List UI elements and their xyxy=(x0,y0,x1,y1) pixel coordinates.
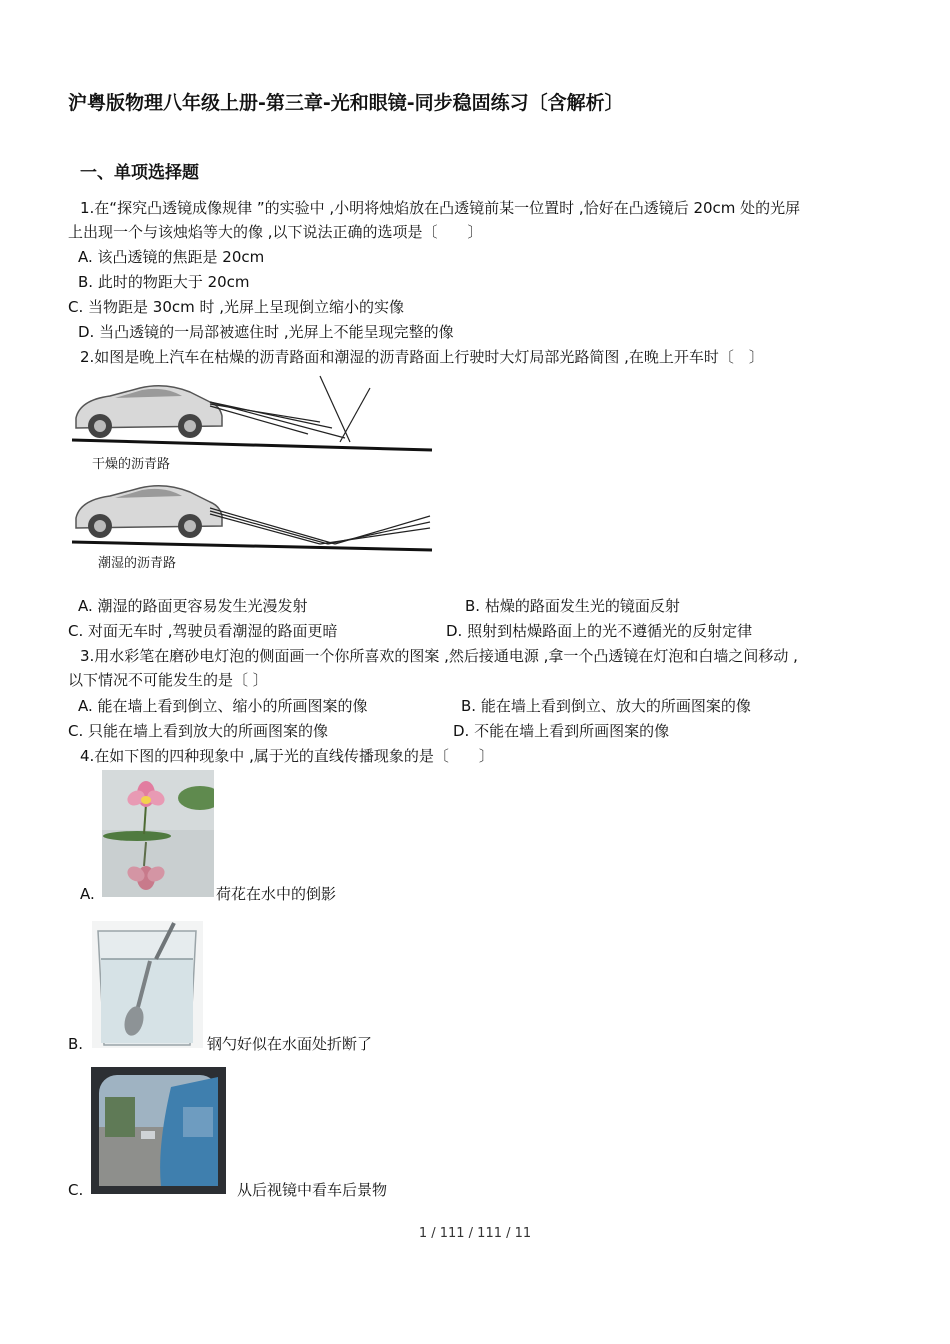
q4-option-b-text: 钢勺好似在水面处折断了 xyxy=(207,1035,373,1053)
wet-road-surface xyxy=(72,542,432,550)
dry-road-light-rays xyxy=(210,376,370,442)
q2-option-a: A. 潮湿的路面更容易发生光漫发射 xyxy=(78,597,308,615)
q2-option-d: D. 照射到枯燥路面上的光不遵循光的反射定律 xyxy=(446,622,753,640)
lotus-reflection-image xyxy=(102,770,214,897)
q1-stem-line2: 上出现一个与该烛焰等大的像 ,以下说法正确的选项是〔 〕 xyxy=(68,223,483,241)
dry-road-label: 干燥的沥青路 xyxy=(92,456,171,471)
car-dry-road-image xyxy=(76,386,222,438)
q4-option-a-letter: A. xyxy=(80,885,95,903)
q1-option-c: C. 当物距是 30cm 时 ,光屏上呈现倒立缩小的实像 xyxy=(68,298,405,316)
q4-option-c-text: 从后视镜中看车后景物 xyxy=(237,1181,388,1199)
q2-option-b: B. 枯燥的路面发生光的镜面反射 xyxy=(465,597,680,615)
section-heading: 一、单项选择题 xyxy=(80,163,199,183)
q1-option-a: A. 该凸透镜的焦距是 20cm xyxy=(78,248,265,266)
q1-option-d: D. 当凸透镜的一局部被遮住时 ,光屏上不能呈现完整的像 xyxy=(78,323,454,341)
q4-option-c-letter: C. xyxy=(68,1181,84,1199)
q4-option-a-text: 荷花在水中的倒影 xyxy=(216,885,337,903)
q1-stem-line1: 1.在“探究凸透镜成像规律 ”的实验中 ,小明将烛焰放在凸透镜前某一位置时 ,恰好在凸透镜后 20cm 处的光屏 xyxy=(80,199,801,217)
q1-option-b: B. 此时的物距大于 20cm xyxy=(78,273,250,291)
page-title: 沪粤版物理八年级上册-第三章-光和眼镜-同步稳固练习〔含解析〕 xyxy=(68,92,624,114)
headlight-road-figure xyxy=(70,370,435,580)
q3-stem-line2: 以下情况不可能发生的是〔 〕 xyxy=(68,671,268,689)
q3-stem-line1: 3.用水彩笔在磨砂电灯泡的侧面画一个你所喜欢的图案 ,然后接通电源 ,拿一个凸透镜在灯泡和白墙之间移动 , xyxy=(80,647,798,665)
q3-option-a: A. 能在墙上看到倒立、缩小的所画图案的像 xyxy=(78,697,368,715)
page-number: 1 / 111 / 111 / 11 xyxy=(418,1226,532,1241)
q4-option-b-letter: B. xyxy=(68,1035,84,1053)
spoon-in-water-image xyxy=(92,921,203,1048)
q4-stem: 4.在如下图的四种现象中 ,属于光的直线传播现象的是〔 〕 xyxy=(80,747,494,765)
wet-road-label: 潮湿的沥青路 xyxy=(98,555,177,570)
rearview-mirror-image xyxy=(91,1067,226,1194)
wet-road-light-rays xyxy=(210,508,430,544)
q3-option-b: B. 能在墙上看到倒立、放大的所画图案的像 xyxy=(461,697,751,715)
q3-option-c: C. 只能在墙上看到放大的所画图案的像 xyxy=(68,722,329,740)
dry-road-surface xyxy=(72,440,432,450)
q3-option-d: D. 不能在墙上看到所画图案的像 xyxy=(453,722,670,740)
q2-stem: 2.如图是晚上汽车在枯燥的沥青路面和潮湿的沥青路面上行驶时大灯局部光路简图 ,在晚上开车时〔 〕 xyxy=(80,348,764,366)
car-wet-road-image xyxy=(76,486,222,538)
q2-option-c: C. 对面无车时 ,驾驶员看潮湿的路面更暗 xyxy=(68,622,338,640)
